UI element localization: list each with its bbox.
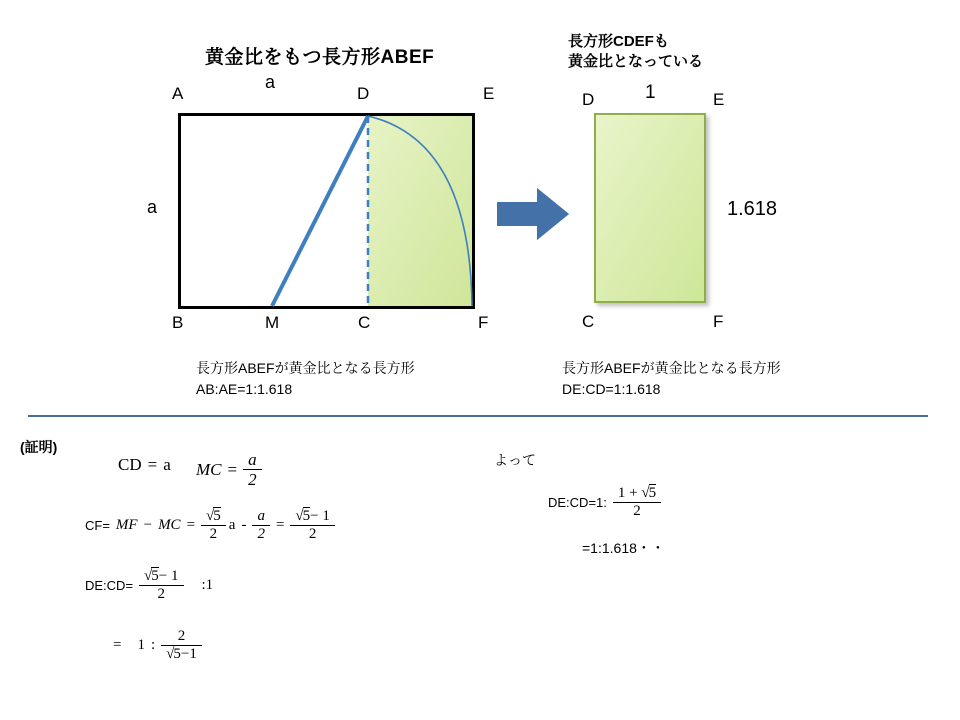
right-vertex-label-e: E	[713, 90, 725, 109]
proof-cf-mf: MF	[115, 516, 138, 533]
side-length-top: a	[265, 72, 276, 92]
proof-cd-equals: =	[147, 455, 158, 474]
proof-cf-minus1: −	[143, 516, 153, 533]
left-figure-caption	[196, 358, 415, 400]
proof-ratio-sqrt: 5	[151, 568, 159, 584]
proof-mc-equals: =	[227, 459, 238, 479]
proof-final-den-rest: −1	[180, 645, 197, 662]
proof-equation-ratio	[85, 568, 213, 603]
vertex-label-m: M	[265, 313, 280, 332]
proof-mc-denominator: 2	[243, 469, 262, 489]
proof-equation-cf	[85, 508, 335, 543]
proof-ratio-fraction	[139, 568, 183, 603]
proof-cf-result-sqrt: 5	[302, 508, 311, 524]
proof-ratio-colon-one: :1	[201, 576, 214, 593]
proof-golden-fraction	[613, 485, 661, 520]
proof-golden-numerator: 1 + √5	[617, 485, 657, 501]
proof-cf-sqrt5-denominator: 2	[201, 525, 226, 543]
proof-cf-a-half-numerator: a	[257, 508, 265, 524]
proof-heading: (証明)	[20, 439, 58, 455]
proof-cf-label: CF=	[85, 517, 110, 533]
proof-equation-golden-ratio	[548, 485, 661, 520]
proof-cf-a-half-denominator: 2	[252, 525, 270, 543]
right-vertex-label-d: D	[582, 90, 595, 109]
right-figure-caption	[562, 358, 781, 400]
proof-mc-numerator: a	[248, 450, 257, 469]
proof-golden-num-sqrt: 5	[648, 485, 657, 501]
right-diagram-title-line1: 長方形CDEFも	[568, 33, 669, 50]
proof-cd-label: CD	[118, 455, 142, 474]
transition-arrow-icon	[497, 188, 572, 240]
rectangle-cdef	[594, 113, 706, 303]
vertex-label-c: C	[358, 313, 371, 332]
proof-final-den-sqrt: 5	[173, 645, 181, 662]
proof-final-fraction	[161, 628, 202, 663]
proof-equation-mc	[196, 450, 262, 489]
proof-cf-sqrt5-radicand: 5	[213, 508, 221, 524]
proof-ratio-numerator: √5− 1	[144, 568, 179, 584]
right-vertex-label-f: F	[713, 312, 724, 331]
proof-final-numerator: 2	[177, 628, 186, 644]
right-caption-line2: DE:CD=1:1.618	[562, 381, 661, 397]
proof-mc-label: MC	[196, 459, 222, 479]
section-divider	[28, 415, 928, 417]
vertex-label-b: B	[172, 313, 184, 332]
proof-equation-final-left	[113, 628, 202, 663]
proof-equation-cd	[118, 455, 171, 475]
vertex-label-e: E	[483, 84, 495, 103]
segment-md	[272, 116, 368, 306]
proof-cf-equals1: =	[186, 516, 196, 533]
proof-final-colon: :	[150, 636, 156, 653]
right-height-label: 1.618	[727, 198, 778, 220]
left-figure-overlay	[0, 0, 540, 400]
proof-golden-num-prefix: 1 +	[617, 485, 638, 501]
proof-final-equals: =	[113, 636, 122, 653]
proof-cf-result-fraction	[290, 508, 334, 543]
proof-ratio-denominator: 2	[139, 585, 183, 603]
left-diagram-title: 黄金比をもつ長方形ABEF	[205, 47, 435, 68]
vertex-label-a: A	[172, 84, 184, 103]
proof-cf-mc: MC	[158, 516, 181, 533]
proof-ratio-rest: − 1	[158, 568, 179, 584]
proof-cf-a: a	[228, 516, 236, 533]
proof-golden-denominator: 2	[613, 502, 661, 520]
proof-cf-a-half	[252, 508, 270, 543]
proof-cf-sqrt5-half	[201, 508, 226, 543]
proof-cf-sqrt5-numerator: √5	[206, 508, 221, 524]
proof-cd-value: a	[163, 455, 171, 474]
proof-cf-minus2: -	[241, 516, 247, 533]
proof-result-value: =1:1.618・・	[582, 540, 665, 556]
proof-cf-result-numerator: √5− 1	[295, 508, 330, 524]
vertex-label-f: F	[478, 313, 489, 332]
proof-final-one: 1	[137, 636, 145, 653]
left-caption-line1: 長方形ABEFが黄金比となる長方形	[196, 360, 415, 376]
right-width-label: 1	[645, 82, 656, 103]
proof-golden-label: DE:CD=1:	[548, 494, 607, 510]
right-diagram-title	[568, 32, 703, 73]
proof-final-denominator: √5−1	[161, 645, 202, 663]
proof-ratio-label: DE:CD=	[85, 577, 134, 593]
left-caption-line2: AB:AE=1:1.618	[196, 381, 293, 397]
proof-therefore-label: よって	[494, 452, 536, 468]
proof-cf-result-denominator: 2	[290, 525, 334, 543]
proof-cf-equals2: =	[275, 516, 285, 533]
proof-mc-fraction	[243, 450, 262, 489]
proof-cf-result-rest: − 1	[310, 508, 330, 524]
vertex-label-d: D	[357, 84, 370, 103]
arc-df	[368, 116, 472, 306]
right-caption-line1: 長方形ABEFが黄金比となる長方形	[562, 360, 781, 376]
right-diagram-title-line2: 黄金比となっている	[568, 53, 704, 71]
right-vertex-label-c: C	[582, 312, 595, 331]
side-length-left: a	[147, 197, 158, 217]
